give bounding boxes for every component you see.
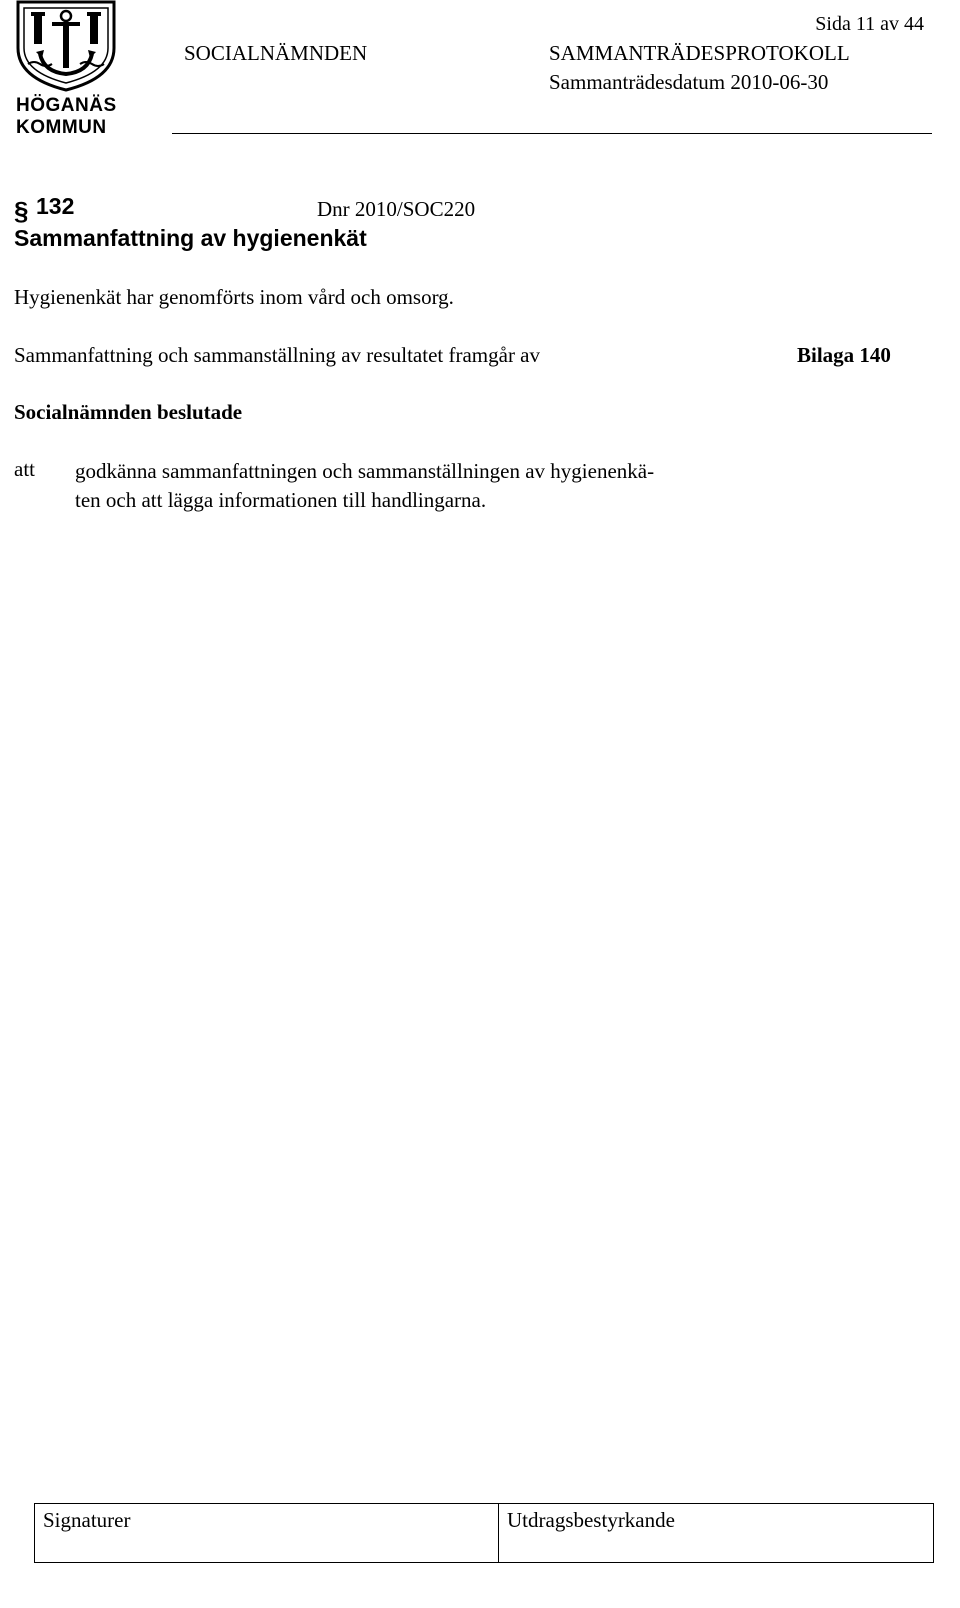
extract-certification-cell bbox=[499, 1504, 933, 1562]
section-title: Sammanfattning av hygienenkät bbox=[14, 225, 367, 251]
document-type: SAMMANTRÄDESPROTOKOLL bbox=[549, 41, 850, 65]
decision-label: att bbox=[14, 457, 35, 481]
section-sign: § bbox=[14, 196, 29, 226]
paragraph-intro: Hygienenkät har genomförts inom vård och omsorg. bbox=[14, 285, 454, 309]
header-divider bbox=[172, 133, 932, 134]
organization-name: SOCIALNÄMNDEN bbox=[184, 41, 368, 65]
anchor-shield-icon bbox=[14, 0, 118, 92]
page-number: Sida 11 av 44 bbox=[815, 13, 924, 35]
signatures-label: Signaturer bbox=[43, 1508, 131, 1532]
meeting-date: Sammanträdesdatum 2010-06-30 bbox=[549, 70, 829, 94]
logo-text-line2: KOMMUN bbox=[16, 117, 107, 138]
logo-text-line1: HÖGANÄS bbox=[16, 95, 117, 116]
paragraph-summary: Sammanfattning och sammanställning av resultatet framgår av bbox=[14, 343, 541, 367]
decision-heading: Socialnämnden beslutade bbox=[14, 400, 243, 424]
diary-number: Dnr 2010/SOC220 bbox=[317, 197, 476, 221]
municipality-logo bbox=[14, 0, 122, 142]
decision-text-line2: ten och att lägga informationen till handlingarna. bbox=[75, 488, 487, 512]
decision-text bbox=[75, 457, 775, 515]
signature-table bbox=[34, 1503, 934, 1563]
extract-certification-label: Utdragsbestyrkande bbox=[507, 1508, 675, 1532]
signatures-cell bbox=[35, 1504, 499, 1562]
attachment-reference: Bilaga 140 bbox=[797, 343, 891, 367]
section-number: 132 bbox=[36, 193, 75, 219]
decision-text-line1: godkänna sammanfattningen och sammanställningen av hygienenkä- bbox=[75, 459, 655, 483]
